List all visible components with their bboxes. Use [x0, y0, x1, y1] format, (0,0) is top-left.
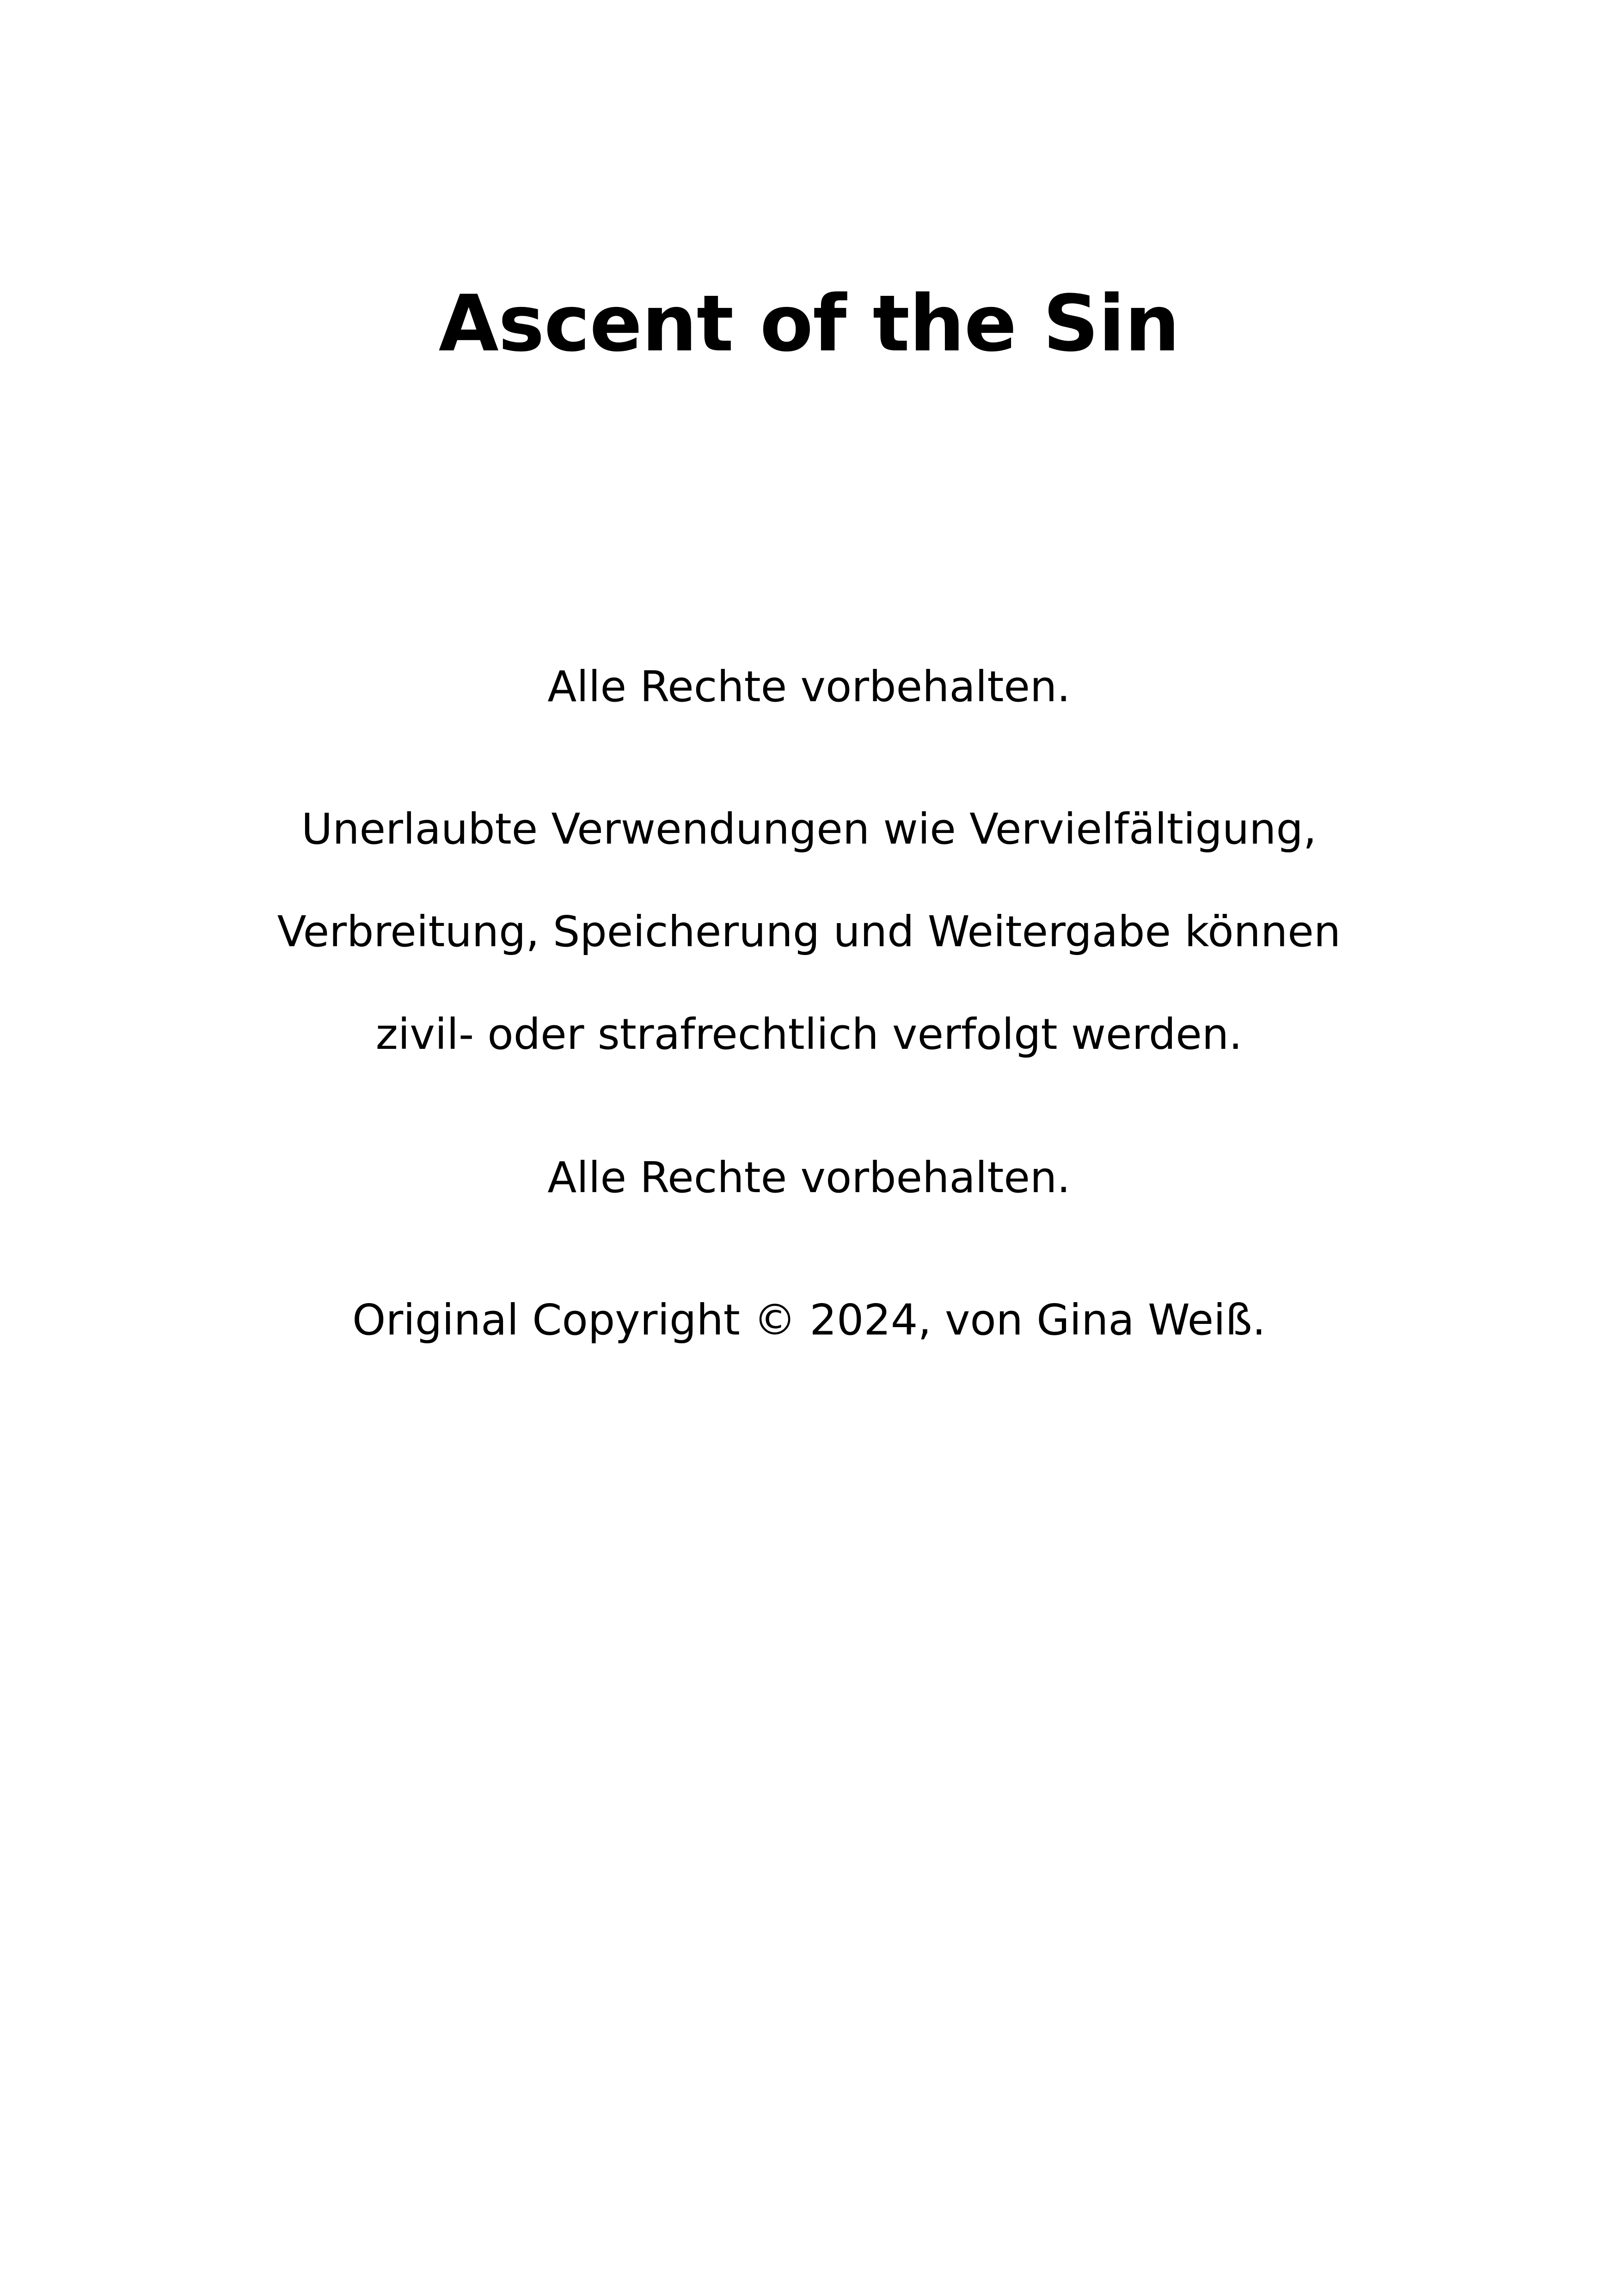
legal-notice-line: Verbreitung, Speicherung und Weitergabe können [277, 907, 1341, 956]
rights-reserved-notice-repeat: Alle Rechte vorbehalten. [547, 1153, 1071, 1202]
rights-reserved-notice: Alle Rechte vorbehalten. [547, 662, 1071, 711]
copyright-line: Original Copyright © 2024, von Gina Weiß. [352, 1295, 1266, 1345]
legal-notice-line: Unerlaubte Verwendungen wie Vervielfältigung, [301, 804, 1317, 854]
legal-notice-line: zivil- oder strafrechtlich verfolgt werden. [375, 1010, 1243, 1059]
book-title: Ascent of the Sin [438, 278, 1180, 369]
